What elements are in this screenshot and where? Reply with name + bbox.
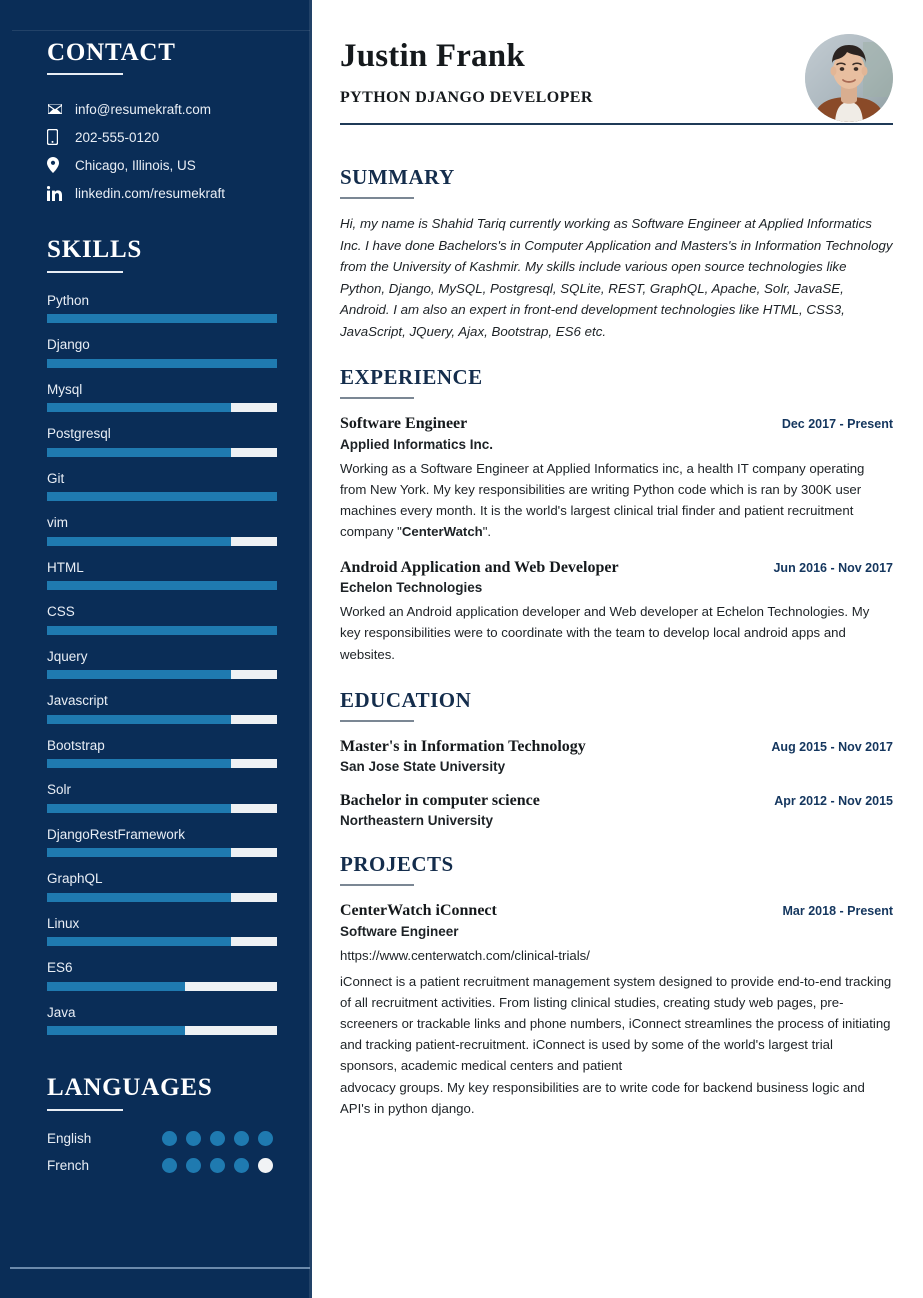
skill-item	[47, 426, 282, 457]
skill-label: vim	[47, 515, 68, 531]
skill-bar-fill	[47, 626, 277, 635]
entry-description: Working as a Software Engineer at Applied Informatics inc, a health IT company operating from New York. My key responsibilities are writing Python code which is ran by 300K user machines every month. It is the world's largest clinical trial finder and patient recruitment company "CenterWatch".	[340, 461, 865, 540]
skill-bar-fill	[47, 1026, 185, 1035]
skill-bar-fill	[47, 537, 231, 546]
skill-item	[47, 916, 282, 947]
entry-date: Apr 2012 - Nov 2015	[774, 793, 893, 808]
rating-dot	[258, 1158, 273, 1173]
skill-bar-fill	[47, 804, 231, 813]
sidebar-top-divider	[12, 30, 310, 31]
skill-label: Bootstrap	[47, 737, 105, 753]
header-divider	[340, 123, 893, 125]
skill-item	[47, 471, 282, 502]
entry-date: Mar 2018 - Present	[782, 904, 893, 919]
skill-bar-track	[47, 804, 277, 813]
skill-label: GraphQL	[47, 871, 103, 887]
language-label: English	[47, 1130, 92, 1146]
entry-date: Aug 2015 - Nov 2017	[771, 739, 893, 754]
skill-label: Git	[47, 470, 65, 486]
skill-label: Javascript	[47, 693, 108, 709]
skill-label: Solr	[47, 782, 72, 798]
project-title: CenterWatch iConnect	[340, 902, 497, 920]
skill-label: HTML	[47, 559, 84, 575]
page-title: Justin Frank	[340, 38, 525, 74]
contact-item-linkedin[interactable]	[47, 185, 282, 201]
project-role: Software Engineer	[340, 923, 459, 939]
contact-item-location[interactable]	[47, 157, 282, 173]
skill-item	[47, 604, 282, 635]
rating-dot	[234, 1158, 249, 1173]
skill-bar-fill	[47, 448, 231, 457]
contact-section	[47, 40, 282, 201]
skill-bar-fill	[47, 492, 277, 501]
skill-bar-track	[47, 537, 277, 546]
linkedin-icon	[47, 185, 67, 201]
skill-item	[47, 871, 282, 902]
experience-section	[340, 366, 893, 664]
languages-list	[47, 1131, 282, 1173]
skill-bar-track	[47, 626, 277, 635]
education-list	[340, 737, 893, 829]
summary-text: Hi, my name is Shahid Tariq currently working as Software Engineer at Applied Informatics Inc. I have done Bachelors's in Computer Application and Masters's in Information Technology from the University of Kashmir. My skills include various open source technologies like Python, Django, MySQL, Postgresql, SQLite, REST, GraphQL, Apache, Solr, JavaSE, Android. I am also an expert in front-end development technologies like HTML, CSS3, JavaScript, JQuery, Ajax, Bootstrap, ES6 etc.	[340, 216, 893, 339]
skill-bar-track	[47, 937, 277, 946]
entry-header	[340, 414, 893, 433]
skill-item	[47, 738, 282, 769]
projects-section	[340, 853, 893, 1119]
contact-email-text: info@resumekraft.com	[75, 101, 211, 117]
skill-label: Django	[47, 337, 90, 353]
skill-bar-fill	[47, 670, 231, 679]
projects-heading-rule	[340, 884, 414, 886]
skill-bar-track	[47, 314, 277, 323]
contact-linkedin-text: linkedin.com/resumekraft	[75, 185, 226, 201]
skill-bar-fill	[47, 759, 231, 768]
phone-icon	[47, 129, 67, 145]
skill-bar-track	[47, 581, 277, 590]
rating-dot	[186, 1131, 201, 1146]
skill-bar-track	[47, 359, 277, 368]
rating-dot	[210, 1158, 225, 1173]
rating-dot	[186, 1158, 201, 1173]
languages-section	[47, 1075, 282, 1172]
rating-dot	[210, 1131, 225, 1146]
entry-date: Jun 2016 - Nov 2017	[773, 560, 893, 575]
entry-date: Dec 2017 - Present	[781, 417, 893, 432]
sidebar	[0, 0, 312, 1298]
experience-heading: EXPERIENCE	[340, 365, 483, 390]
contact-phone-text: 202-555-0120	[75, 129, 160, 145]
entry-header	[340, 901, 893, 920]
language-label: French	[47, 1157, 90, 1173]
skill-item	[47, 782, 282, 813]
summary-section	[340, 166, 893, 342]
education-heading: EDUCATION	[340, 687, 472, 712]
skills-list	[47, 293, 282, 1036]
project-description: iConnect is a patient recruitment management system designed to provide end-to-end tracking of all recruitment activities. From listing clinical studies, creating study web pages, pre-screeners or trackable links and phone numbers, iConnect streamlines the process of initiating and tracking patient-recruitment. iConnect is used by some of the world's largest trial sponsors, academic medical centers and patient advocacy groups. My key responsibilities are to write code for backend business logic and API's in python django.	[340, 973, 892, 1116]
project-url[interactable]: https://www.centerwatch.com/clinical-trials/	[340, 948, 590, 964]
summary-heading-rule	[340, 197, 414, 199]
skill-bar-fill	[47, 982, 185, 991]
education-school: Northeastern University	[340, 812, 494, 828]
entry-organization: Echelon Technologies	[340, 579, 483, 595]
avatar	[805, 34, 893, 122]
skill-bar-fill	[47, 937, 231, 946]
language-item	[47, 1131, 282, 1146]
job-title: PYTHON DJANGO DEVELOPER	[340, 89, 593, 107]
summary-heading: SUMMARY	[340, 165, 455, 189]
envelope-icon	[47, 101, 67, 117]
skills-heading-rule	[47, 271, 123, 273]
contact-item-phone[interactable]	[47, 129, 282, 145]
projects-heading: PROJECTS	[340, 852, 454, 877]
main-content	[312, 0, 923, 1298]
education-entry	[340, 737, 893, 776]
skill-item	[47, 827, 282, 858]
language-item	[47, 1158, 282, 1173]
skill-bar-track	[47, 982, 277, 991]
skill-item	[47, 1005, 282, 1036]
entry-header	[340, 791, 893, 810]
skill-item	[47, 960, 282, 991]
skill-bar-fill	[47, 581, 277, 590]
language-rating-dots	[162, 1131, 273, 1146]
skill-item	[47, 649, 282, 680]
skill-bar-track	[47, 715, 277, 724]
contact-list	[47, 101, 282, 201]
skill-label: Mysql	[47, 381, 83, 397]
skills-section	[47, 237, 282, 1035]
skill-bar-track	[47, 893, 277, 902]
rating-dot	[162, 1131, 177, 1146]
skill-label: ES6	[47, 960, 73, 976]
skill-bar-fill	[47, 403, 231, 412]
skill-bar-fill	[47, 359, 277, 368]
entry-header	[340, 737, 893, 756]
skill-label: Python	[47, 292, 90, 308]
languages-heading-rule	[47, 1109, 123, 1111]
header	[340, 38, 893, 142]
skill-label: DjangoRestFramework	[47, 826, 186, 842]
location-pin-icon	[47, 157, 67, 173]
experience-entry	[340, 414, 893, 542]
contact-heading: CONTACT	[47, 39, 176, 66]
skill-label: Jquery	[47, 648, 88, 664]
contact-item-email[interactable]	[47, 101, 282, 117]
entry-header	[340, 558, 893, 577]
skill-item	[47, 515, 282, 546]
skill-label: CSS	[47, 604, 75, 620]
skill-label: Postgresql	[47, 426, 111, 442]
skill-bar-track	[47, 448, 277, 457]
skill-bar-track	[47, 670, 277, 679]
skill-bar-track	[47, 1026, 277, 1035]
contact-location-text: Chicago, Illinois, US	[75, 157, 196, 173]
skill-bar-fill	[47, 314, 277, 323]
skills-heading: SKILLS	[47, 236, 143, 264]
education-section	[340, 689, 893, 830]
skill-item	[47, 382, 282, 413]
experience-entry	[340, 558, 893, 665]
entry-organization: Applied Informatics Inc.	[340, 436, 494, 452]
sidebar-bottom-divider	[10, 1267, 310, 1269]
education-degree: Bachelor in computer science	[340, 791, 540, 809]
entry-description: Worked an Android application developer and Web developer at Echelon Technologies. My key responsibilities were to coordinate with the team to develop local android apps and websites.	[340, 604, 870, 662]
skill-item	[47, 560, 282, 591]
skill-label: Linux	[47, 915, 80, 931]
profile-photo-icon	[805, 34, 893, 122]
contact-heading-rule	[47, 73, 123, 75]
skill-item	[47, 693, 282, 724]
skill-item	[47, 293, 282, 324]
skill-bar-track	[47, 403, 277, 412]
rating-dot	[234, 1131, 249, 1146]
skill-bar-fill	[47, 715, 231, 724]
rating-dot	[162, 1158, 177, 1173]
education-heading-rule	[340, 720, 414, 722]
education-school: San Jose State University	[340, 759, 506, 774]
entry-role: Android Application and Web Developer	[340, 558, 619, 576]
education-entry	[340, 791, 893, 830]
skill-label: Java	[47, 1004, 76, 1020]
languages-heading: LANGUAGES	[47, 1074, 213, 1102]
project-entry	[340, 901, 893, 1118]
skill-bar-track	[47, 848, 277, 857]
experience-heading-rule	[340, 397, 414, 399]
skill-bar-track	[47, 759, 277, 768]
entry-role: Software Engineer	[340, 415, 468, 433]
skill-item	[47, 337, 282, 368]
language-rating-dots	[162, 1158, 273, 1173]
projects-list	[340, 901, 893, 1118]
skill-bar-fill	[47, 893, 231, 902]
skill-bar-fill	[47, 848, 231, 857]
rating-dot	[258, 1131, 273, 1146]
skill-bar-track	[47, 492, 277, 501]
experience-list	[340, 414, 893, 664]
education-degree: Master's in Information Technology	[340, 737, 586, 755]
